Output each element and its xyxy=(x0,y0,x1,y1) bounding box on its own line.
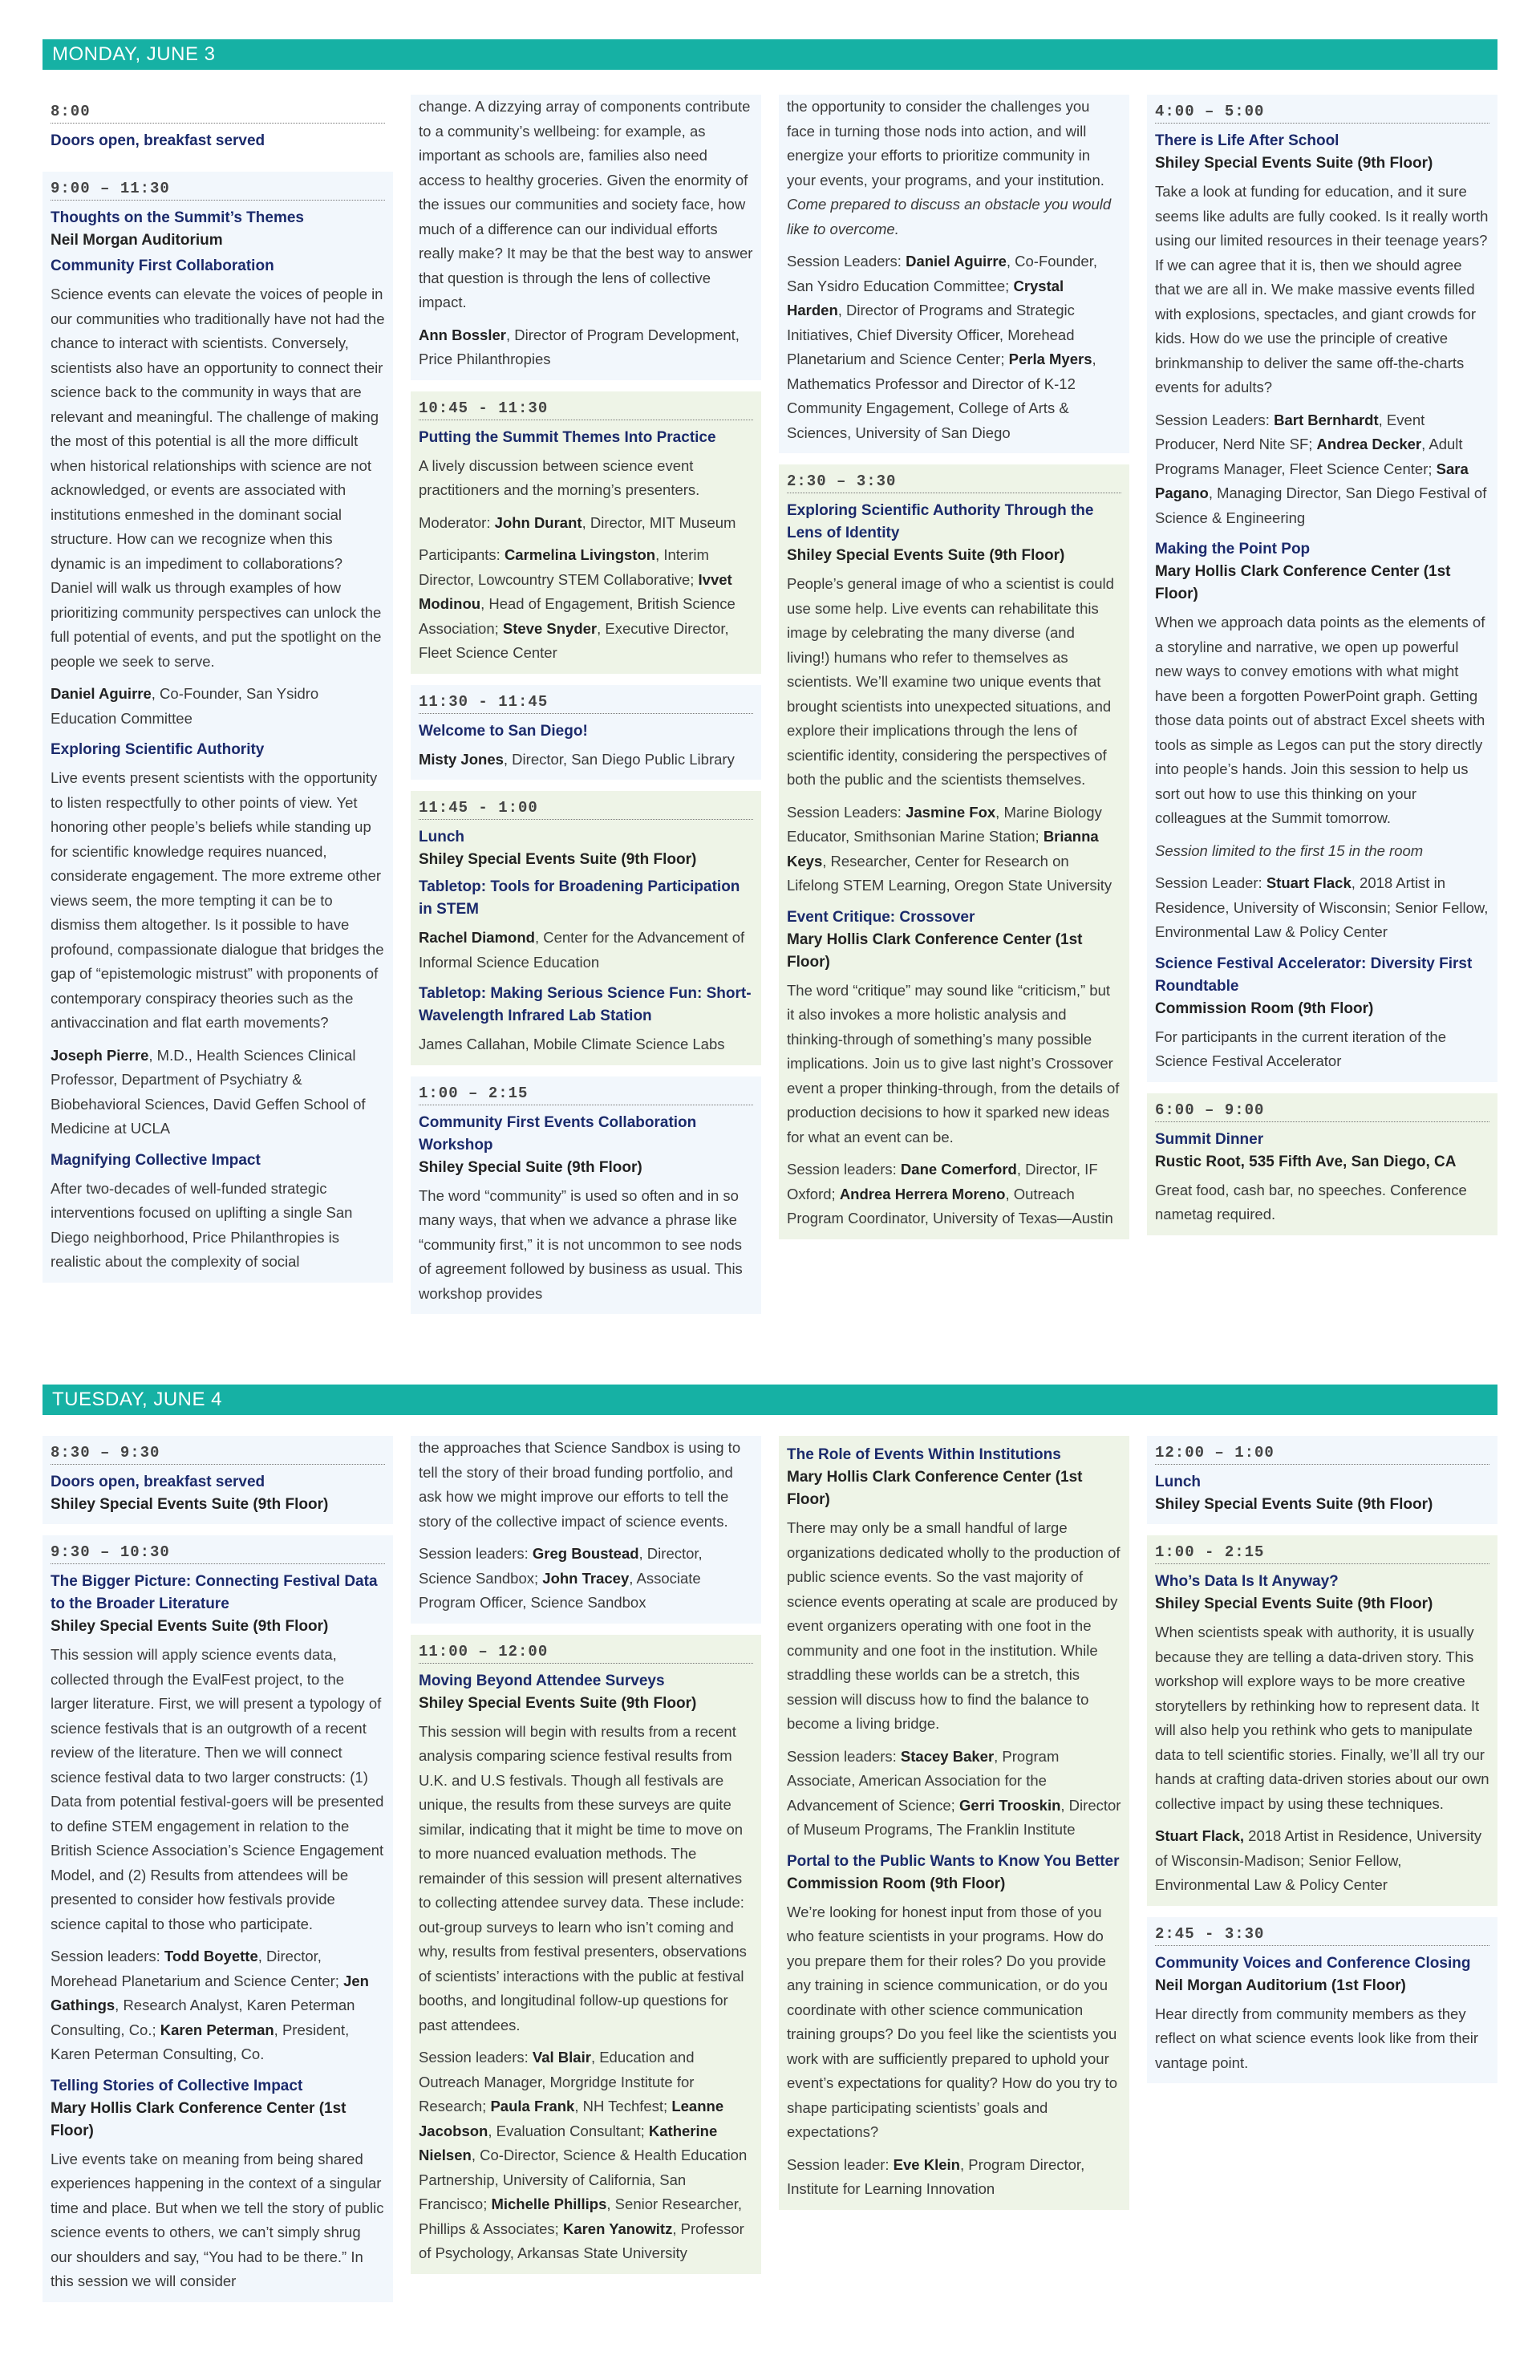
session-room: Shiley Special Events Suite (9th Floor) xyxy=(1155,155,1433,172)
session-room: Neil Morgan Auditorium xyxy=(51,232,223,249)
tuesday-schedule xyxy=(43,1436,1497,2302)
session-title: Tabletop: Tools for Broadening Participation in STEM xyxy=(419,878,740,918)
time-slot: 11:30 - 11:45 xyxy=(419,693,753,714)
session-block xyxy=(43,172,393,1283)
session-description: When we approach data points as the elements of a storyline and narrative, we open up powerful new ways to convey emotions with what might have been a forgotten PowerPoint graph. Getting those data points out of abstract Excel sheets with tools as simple as Legos can put the story directly into people’s hands. Join this session to help us sort out how to use this thinking on your colleagues at the Summit tomorrow. xyxy=(1155,614,1485,826)
leader-role: , Program Director, Institute for Learning Innovation xyxy=(787,2155,1085,2197)
leader-role: , Co-Founder, San Ysidro Education Committee; xyxy=(787,253,1097,294)
leader-name: Jasmine Fox xyxy=(906,803,996,821)
speaker xyxy=(419,323,753,372)
speaker-name: Misty Jones xyxy=(419,750,504,768)
leaders-label: Session leaders: xyxy=(51,1948,164,1964)
session-description: This session will begin with results from a recent analysis comparing science festival results from U.K. and U.S festivals. Though all festivals are unique, the results from these surveys are quite similar, indicating that it might be time to move on to more nuanced evaluation methods. The remainder of this session will present alternatives to collecting attendee survey data. These include: out-group surveys to learn who isn’t coming and why, results from festival presenters, observations of scientists’ interactions with the public at festival booths, and longitudinal follow-up questions for past attendees. xyxy=(419,1722,747,2033)
speaker xyxy=(51,1044,385,1141)
session-room: Rustic Root, 535 Fifth Ave, San Diego, CA xyxy=(1155,1153,1457,1170)
session-block xyxy=(43,1436,393,1524)
time-slot: 2:30 – 3:30 xyxy=(787,472,1121,493)
session-title: Portal to the Public Wants to Know You Better xyxy=(787,1852,1120,1870)
description-text: the opportunity to consider the challenges you face in turning those nods into action, and will energize your efforts to prioritize community in your events, your programs, and your institution. xyxy=(787,98,1104,189)
speaker xyxy=(419,748,753,772)
tuesday-column-4 xyxy=(1147,1436,1497,2302)
participant-role: , Head of Engagement, British Science Association; xyxy=(419,595,736,637)
session-title: Who’s Data Is It Anyway? xyxy=(1155,1573,1339,1590)
day-header-monday: MONDAY, JUNE 3 xyxy=(43,39,1497,70)
time-slot: 10:45 - 11:30 xyxy=(419,399,753,420)
session-description: Live events take on meaning from being shared experiences happening in the context of a singular time and place. But when we tell the story of public science events to others, we can’t simply shrug our shoulders and say, “You had to be there.” In this session we will consider xyxy=(51,2150,384,2289)
speaker-role: , Director, San Diego Public Library xyxy=(503,750,735,768)
leader-name: Daniel Aguirre xyxy=(906,253,1007,270)
leader-name: Eve Klein xyxy=(893,2155,960,2173)
leader-name: Bart Bernhardt xyxy=(1274,411,1379,428)
session-description: People’s general image of who a scientist is could use some help. Live events can rehabilitate this image by celebrating the many diverse (and living!) humans who refer to themselves as scientists. We’ll examine two unique events that brought scientists into unexpected situations, and explore their implications through the lens of scientific identity, considering the perspectives of both the public and the scientists themselves. xyxy=(787,575,1114,788)
time-slot: 11:45 - 1:00 xyxy=(419,799,753,820)
leader-name: Leanne Jacobson xyxy=(419,2098,724,2139)
monday-column-1 xyxy=(43,95,393,1314)
session-block xyxy=(411,1436,761,1624)
leader-role: , Marine Biology Educator, Smithsonian Marine Station; xyxy=(787,803,1102,845)
speaker xyxy=(1155,1824,1489,1898)
participant-role: , Interim Director, Lowcountry STEM Collaborative; xyxy=(419,546,709,588)
session-room: Mary Hollis Clark Conference Center (1st Floor) xyxy=(787,1469,1083,1508)
moderator-name: John Durant xyxy=(494,513,582,531)
session-description: For participants in the current iteration of the Science Festival Accelerator xyxy=(1155,1028,1446,1069)
session-description: After two-decades of well-funded strategic interventions focused on uplifting a single San Diego neighborhood, Price Philanthropies is realistic about the complexity of social xyxy=(51,1179,353,1270)
session-leaders xyxy=(1155,408,1489,531)
session-block xyxy=(1147,1535,1497,1906)
session-room: Shiley Special Events Suite (9th Floor) xyxy=(51,1496,329,1513)
leader-name: Greg Boustead xyxy=(532,1545,639,1562)
session-title: Community Voices and Conference Closing xyxy=(1155,1954,1471,1972)
leader-role: , Evaluation Consultant; xyxy=(488,2122,649,2139)
session-room: Shiley Special Events Suite (9th Floor) xyxy=(1155,1496,1433,1513)
session-block xyxy=(411,391,761,674)
session-title: Magnifying Collective Impact xyxy=(51,1151,261,1169)
leader-name: Karen Peterman xyxy=(160,2021,274,2038)
leader-name: Val Blair xyxy=(532,2049,591,2066)
leader-name: Stacey Baker xyxy=(900,1747,995,1765)
session-block xyxy=(411,1635,761,2274)
leader-role: , Senior Researcher, Phillips & Associates; xyxy=(419,2196,743,2237)
monday-schedule xyxy=(43,95,1497,1314)
speaker-name: Joseph Pierre xyxy=(51,1046,149,1064)
session-title: Telling Stories of Collective Impact xyxy=(51,2077,303,2094)
leader-name: Katherine Nielsen xyxy=(419,2122,718,2163)
time-slot: 12:00 – 1:00 xyxy=(1155,1444,1489,1465)
speaker-role: , Director of Program Development, Price Philanthropies xyxy=(419,326,740,367)
leaders-label: Session leaders: xyxy=(787,1161,901,1178)
session-room: Mary Hollis Clark Conference Center (1st Floor) xyxy=(1155,563,1451,602)
participants-label: Participants: xyxy=(419,546,505,563)
time-slot: 8:30 – 9:30 xyxy=(51,1444,385,1465)
session-block xyxy=(779,464,1129,1239)
session-title: Putting the Summit Themes Into Practice xyxy=(419,428,716,446)
moderator xyxy=(419,511,753,536)
leader-name: Gerri Trooskin xyxy=(958,1796,1061,1814)
leader-name: Crystal Harden xyxy=(787,277,1064,318)
session-title: Lunch xyxy=(1155,1474,1201,1490)
session-block xyxy=(1147,1917,1497,2084)
session-title: Doors open, breakfast served xyxy=(51,1474,265,1490)
session-title: Welcome to San Diego! xyxy=(419,722,588,740)
session-description: the approaches that Science Sandbox is using to tell the story of their broad funding portfolio, and ask how we might improve our efforts to tell the story of the collective impact of science events. xyxy=(419,1439,741,1530)
session-description: Science events can elevate the voices of people in our communities who traditionally have not had the chance to interact with scientists. Conversely, scientists also have an opportunity to connect their science back to the community in ways that are relevant and meaningful. The challenge of making the most of this potential is all the more difficult when historical relationships with science are not acknowledged, or events are associated with institutions enmeshed in the dominant social structure. How can we recognize when this dynamic is an impediment to collaborations? Daniel will walk us through examples of how prioritizing community perspectives can unlock the full potential of events, and put the spotlight on the people we seek to serve. xyxy=(51,286,385,670)
speaker-name: Stuart Flack, xyxy=(1155,1827,1245,1844)
tuesday-column-1 xyxy=(43,1436,393,2302)
leaders-label: Session Leaders: xyxy=(787,253,906,270)
session-title: Event Critique: Crossover xyxy=(787,908,975,926)
session-title: Doors open, breakfast served xyxy=(51,132,265,149)
time-slot: 1:00 - 2:15 xyxy=(1155,1543,1489,1564)
session-block xyxy=(779,1436,1129,2210)
session-title: Community First Events Collaboration Workshop xyxy=(419,1113,697,1154)
session-room: Shiley Special Suite (9th Floor) xyxy=(419,1158,642,1176)
leaders-label: Session Leader: xyxy=(1155,874,1266,891)
session-room: Shiley Special Events Suite (9th Floor) xyxy=(419,1694,697,1712)
leader-role: , Researcher, Center for Research on Lifelong STEM Learning, Oregon State University xyxy=(787,852,1112,894)
speaker-role: , Co-Founder, San Ysidro Education Committee xyxy=(51,685,319,727)
tuesday-column-2 xyxy=(411,1436,761,2302)
session-title: Community First Collaboration xyxy=(51,257,274,274)
leader-role: , Director of Programs and Strategic Initiatives, Chief Diversity Officer, Morehead Planetarium and Science Center; xyxy=(787,302,1075,367)
time-slot: 9:00 – 11:30 xyxy=(51,180,385,201)
leader-name: Perla Myers xyxy=(1008,351,1092,367)
leaders-label: Session leaders: xyxy=(419,2049,533,2066)
session-description: We’re looking for honest input from those of you who feature scientists in your programs. How do you prepare them for their roles? Do you provide any training in science communication, or do you coordinate with other science communication training groups? Do you feel like the scientists you work with are sufficiently prepared to uphold your event’s expectations for quality? How do you try to shape participating scientists’ goals and expectations? xyxy=(787,1903,1118,2140)
session-title: Summit Dinner xyxy=(1155,1130,1264,1148)
leader-role: , Event Producer, Nerd Nite SF; xyxy=(1155,411,1425,452)
session-description: This session will apply science events data, collected through the EvalFest project, to the larger literature. First, we will present a typology of science festivals that is an outgrowth of a recent review of the literature. Then we will connect science festival data to two larger constructs: (1) Data from potential festival-goers will be presented to define STEM engagement in relation to the British Science Association’s Science Engagement Model, and (2) Results from attendees will be presented to consider how festivals provide science capital to those who participate. xyxy=(51,1646,384,1932)
leader-name: Dane Comerford xyxy=(900,1161,1017,1178)
session-room: Neil Morgan Auditorium (1st Floor) xyxy=(1155,1977,1406,1994)
session-block xyxy=(1147,1436,1497,1524)
participant-role: , Executive Director, Fleet Science Center xyxy=(419,619,729,661)
session-title: Science Festival Accelerator: Diversity First Roundtable xyxy=(1155,955,1473,995)
session-leaders xyxy=(787,249,1121,445)
leader-role: , President, Karen Peterman Consulting, Co. xyxy=(51,2021,350,2062)
session-title: Lunch xyxy=(419,829,464,845)
leader-role: , Mathematics Professor and Director of K-12 Community Engagement, College of Arts & Sciences, University of San Diego xyxy=(787,351,1096,441)
leader-name: Andrea Decker xyxy=(1316,436,1422,452)
leader-name: Jen Gathings xyxy=(51,1972,369,2013)
speaker xyxy=(419,926,753,975)
leader-role: , Director, IF Oxford; xyxy=(787,1161,1098,1202)
session-block xyxy=(1147,1093,1497,1235)
leaders-label: Session leaders: xyxy=(419,1545,533,1562)
tuesday-column-3 xyxy=(779,1436,1129,2302)
leader-name: Brianna Keys xyxy=(787,828,1099,870)
leader-role: , Adult Programs Manager, Fleet Science Center; xyxy=(1155,436,1463,477)
leader-name: Todd Boyette xyxy=(164,1948,258,1964)
session-title: The Role of Events Within Institutions xyxy=(787,1446,1061,1463)
session-description: There may only be a small handful of large organizations dedicated wholly to the production of public science events. So the vast majority of science events operating at scale are produced by event organizers operating with one foot in the community and one foot in the institution. While straddling these worlds can be a stretch, this session will discuss how to find the balance to become a living bridge. xyxy=(787,1519,1121,1732)
speaker-role: , Center for the Advancement of Informal Science Education xyxy=(419,929,745,971)
speaker: James Callahan, Mobile Climate Science Labs xyxy=(419,1036,725,1052)
speaker-name: Rachel Diamond xyxy=(419,929,535,946)
session-leaders xyxy=(419,2046,753,2266)
session-leaders xyxy=(1155,871,1489,945)
speaker xyxy=(51,682,385,731)
monday-column-2 xyxy=(411,95,761,1314)
moderator-label: Moderator: xyxy=(419,513,495,531)
session-title: There is Life After School xyxy=(1155,132,1339,149)
session-title: Making the Point Pop xyxy=(1155,541,1311,557)
time-slot: 11:00 – 12:00 xyxy=(419,1643,753,1664)
session-description: Live events present scientists with the opportunity to listen respectfully to other points of view. Yet honoring other people’s beliefs while standing up for scientific knowledge requires nuanced, considerate engagement. The more extreme other views seem, the more tempting it can be to dismiss them altogether. Is it possible to have profound, compassionate dialogue that bridges the gap of “epistemologic mistrust” with proponents of contemporary conspiracy theories such as the antivaccination and flat earth movements? xyxy=(51,769,384,1031)
monday-column-3 xyxy=(779,95,1129,1314)
participant-name: Carmelina Livingston xyxy=(504,546,656,563)
session-leaders xyxy=(419,1542,753,1616)
speaker-name: Ann Bossler xyxy=(419,326,506,343)
leaders-label: Session Leaders: xyxy=(1155,411,1275,428)
session-description: Take a look at funding for education, and it sure seems like adults are fully cooked. Is it really worth using our limited resources in their teenage years? If we can agree that it is, then we should agree that we are all in. We make massive events filled with explosions, spectacles, and giant crowds for kids. How do we use the principle of creative brinkmanship to deliver the same off-the-charts events for adults? xyxy=(1155,183,1489,395)
speaker-name: Daniel Aguirre xyxy=(51,685,152,702)
leader-role: , Managing Director, San Diego Festival of Science & Engineering xyxy=(1155,485,1487,526)
leader-name: Sara Pagano xyxy=(1155,460,1469,501)
session-block xyxy=(43,1535,393,2302)
leaders-label: Session Leaders: xyxy=(787,803,906,821)
session-leaders xyxy=(787,2153,1121,2202)
session-title: Exploring Scientific Authority xyxy=(51,741,265,758)
session-room: Shiley Special Events Suite (9th Floor) xyxy=(787,547,1065,564)
description-note: Come prepared to discuss an obstacle you would like to overcome. xyxy=(787,196,1112,237)
session-title: Exploring Scientific Authority Through the Lens of Identity xyxy=(787,502,1094,541)
leader-role: , Co-Director, Science & Health Education Partnership, University of California, San Francisco; xyxy=(419,2147,748,2212)
leader-name: Karen Yanowitz xyxy=(562,2220,673,2237)
leader-role: , Director of Museum Programs, The Franklin Institute xyxy=(787,1796,1121,1838)
session-description: A lively discussion between science event practitioners and the morning’s presenters. xyxy=(419,456,700,498)
session-description: The word “critique” may sound like “criticism,” but it also invokes a more holistic analysis and thinking-through of something’s many possible implications. Join us to give last night’s Crossover event a proper thinking-through, from the details of production decisions to how it sparked new ideas for what an event can be. xyxy=(787,981,1120,1145)
speaker-role: , M.D., Health Sciences Clinical Professor, Department of Psychiatry & Biobehavioral Sciences, David Geffen School of Medicine at UCLA xyxy=(51,1046,366,1137)
leader-role: , Education and Outreach Manager, Morgridge Institute for Research; xyxy=(419,2049,695,2114)
session-room: Commission Room (9th Floor) xyxy=(787,1875,1006,1892)
session-title: Thoughts on the Summit’s Themes xyxy=(51,209,304,226)
leaders-label: Session leader: xyxy=(787,2155,894,2173)
time-slot: 1:00 – 2:15 xyxy=(419,1085,753,1105)
session-room: Shiley Special Events Suite (9th Floor) xyxy=(1155,1595,1433,1612)
participant-name: Ivvet Modinou xyxy=(419,570,732,612)
leader-role: , Outreach Program Coordinator, University of Texas—Austin xyxy=(787,1185,1113,1226)
leader-role: , Program Associate, American Association for the Advancement of Science; xyxy=(787,1747,1060,1814)
leader-name: John Tracey xyxy=(542,1569,630,1587)
session-description: Hear directly from community members as they reflect on what science events look like from their vantage point. xyxy=(1155,2005,1479,2071)
session-leaders xyxy=(787,1158,1121,1231)
session-title: Moving Beyond Attendee Surveys xyxy=(419,1672,665,1689)
leaders-label: Session leaders: xyxy=(787,1747,901,1765)
session-title: Tabletop: Making Serious Science Fun: Short-Wavelength Infrared Lab Station xyxy=(419,985,752,1024)
leader-role: , Director, Science Sandbox; xyxy=(419,1545,703,1587)
speaker-role: 2018 Artist in Residence, University of Wisconsin-Madison; Senior Fellow, Environmental Law & Policy Center xyxy=(1155,1827,1482,1893)
session-room: Commission Room (9th Floor) xyxy=(1155,999,1374,1017)
session-block xyxy=(43,95,393,160)
participants xyxy=(419,543,753,666)
session-block xyxy=(411,95,761,380)
session-room: Mary Hollis Clark Conference Center (1st Floor) xyxy=(51,2099,346,2139)
day-header-tuesday: TUESDAY, JUNE 4 xyxy=(43,1385,1497,1415)
session-description: When scientists speak with authority, it is usually because they are telling a data-driven story. This workshop will explore ways to be more creative storytellers by rethinking how to represent data. It will also help you rethink who gets to manipulate data to tell scientific stories. Finally, we’ll all try our hands at crafting data-driven stories about our own collective impact by using these techniques. xyxy=(1155,1624,1489,1812)
session-room: Shiley Special Events Suite (9th Floor) xyxy=(51,1618,329,1635)
time-slot: 8:00 xyxy=(51,103,385,124)
session-description: Great food, cash bar, no speeches. Conference nametag required. xyxy=(1155,1181,1467,1222)
leader-role: , Research Analyst, Karen Peterman Consulting, Co.; xyxy=(51,1997,355,2038)
session-block xyxy=(1147,95,1497,1082)
session-room: Mary Hollis Clark Conference Center (1st Floor) xyxy=(787,931,1083,971)
session-description: The word “community” is used so often and in so many ways, that when we advance a phrase like “community first,” it is not uncommon to see nods of agreement followed by business as usual. This workshop provides xyxy=(419,1186,743,1302)
leader-name: Paula Frank xyxy=(490,2098,575,2114)
participant-name: Steve Snyder xyxy=(502,619,598,637)
leader-role: , Professor of Psychology, Arkansas State University xyxy=(419,2220,744,2261)
time-slot: 4:00 – 5:00 xyxy=(1155,103,1489,124)
session-title: The Bigger Picture: Connecting Festival Data to the Broader Literature xyxy=(51,1573,378,1612)
session-note: Session limited to the first 15 in the room xyxy=(1155,841,1424,859)
time-slot: 6:00 – 9:00 xyxy=(1155,1101,1489,1122)
session-block xyxy=(411,685,761,780)
session-leaders xyxy=(51,1944,385,2067)
session-block xyxy=(411,791,761,1065)
leader-name: Stuart Flack xyxy=(1266,874,1352,891)
leader-role: , Director, Morehead Planetarium and Science Center; xyxy=(51,1948,344,1989)
session-block xyxy=(411,1076,761,1315)
leader-name: Andrea Herrera Moreno xyxy=(839,1185,1006,1202)
session-block xyxy=(779,95,1129,453)
time-slot: 2:45 - 3:30 xyxy=(1155,1925,1489,1946)
session-leaders xyxy=(787,1745,1121,1843)
leader-role: , 2018 Artist in Residence, University of Wisconsin; Senior Fellow, Environmental Law & Policy Center xyxy=(1155,874,1489,940)
leader-name: Michelle Phillips xyxy=(491,2196,607,2212)
moderator-role: , Director, MIT Museum xyxy=(582,513,736,531)
session-room: Shiley Special Events Suite (9th Floor) xyxy=(419,851,697,868)
session-description: change. A dizzying array of components contribute to a community’s wellbeing: for example, as important as schools are, families also need access to healthy groceries. Given the enormity of the issues our communities and society face, how much of a difference can our individual efforts really make? It may be that the best way to answer that question is through the lens of collective impact. xyxy=(419,98,753,310)
time-slot: 9:30 – 10:30 xyxy=(51,1543,385,1564)
session-leaders xyxy=(787,801,1121,898)
leader-role: , NH Techfest; xyxy=(574,2098,672,2114)
leader-role: , Associate Program Officer, Science Sandbox xyxy=(419,1569,701,1611)
monday-column-4 xyxy=(1147,95,1497,1314)
session-description xyxy=(787,95,1121,241)
